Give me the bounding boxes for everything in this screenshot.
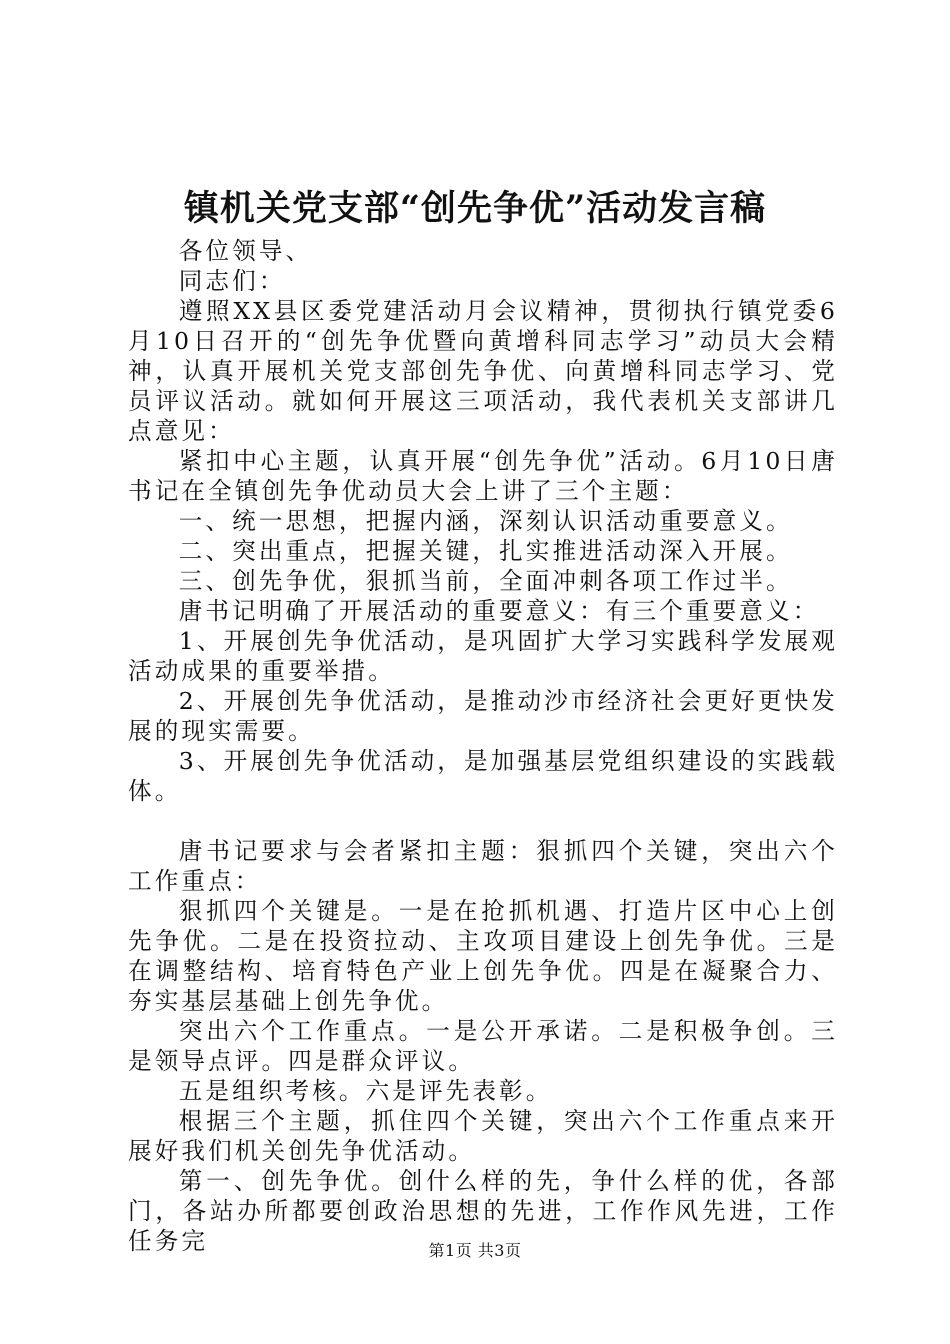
requirements-paragraph: 唐书记要求与会者紧扣主题：狠抓四个关键，突出六个工作重点： (128, 837, 838, 895)
significance-item-1: 1、开展创先争优活动，是巩固扩大学习实践科学发展观活动成果的重要举措。 (128, 627, 838, 685)
six-priorities-paragraph: 突出六个工作重点。一是公开承诺。二是积极争创。三是领导点评。四是群众评议。 (128, 1017, 838, 1075)
theme-item-3: 三、创先争优，狠抓当前，全面冲刺各项工作过半。 (178, 567, 793, 595)
document-title: 镇机关党支部“创先争优”活动发言稿 (183, 188, 767, 229)
first-point-paragraph: 第一、创先争优。创什么样的先，争什么样的优，各部门，各站办所都要创政治思想的先进，工作作风先进，工作任务完 (128, 1167, 838, 1255)
significance-paragraph: 唐书记明确了开展活动的重要意义：有三个重要意义： (178, 597, 820, 625)
four-keys-paragraph: 狠抓四个关键是。一是在抢抓机遇、打造片区中心上创先争优。二是在投资拉动、主攻项目建设上创先争优。三是在调整结构、培育特色产业上创先争优。四是在凝聚合力、夯实基层基础上创先争优。 (128, 897, 838, 1015)
theme-item-1: 一、统一思想，把握内涵，深刻认识活动重要意义。 (178, 507, 793, 535)
six-priorities-continued: 五是组织考核。六是评先表彰。 (178, 1077, 553, 1105)
salutation-leaders: 各位领导、 (178, 237, 313, 265)
significance-item-3: 3、开展创先争优活动，是加强基层党组织建设的实践载体。 (128, 747, 838, 805)
summary-paragraph: 根据三个主题，抓住四个关键，突出六个工作重点来开展好我们机关创先争优活动。 (128, 1107, 838, 1165)
page-number-footer: 第1页 共3页 (428, 1241, 522, 1260)
document-body (128, 236, 838, 1256)
intro-paragraph: 遵照XX县区委党建活动月会议精神，贯彻执行镇党委6月10日召开的“创先争优暨向黄增科同志学习”动员大会精神，认真开展机关党支部创先争优、向黄增科同志学习、党员评议活动。就如何开展这三项活动，我代表机关支部讲几点意见： (128, 297, 838, 445)
theme-item-2: 二、突出重点，把握关键，扎实推进活动深入开展。 (178, 537, 793, 565)
salutation-comrades: 同志们： (178, 267, 286, 295)
significance-item-2: 2、开展创先争优活动，是推动沙市经济社会更好更快发展的现实需要。 (128, 687, 838, 745)
theme-paragraph: 紧扣中心主题，认真开展“创先争优”活动。6月10日唐书记在全镇创先争优动员大会上讲了三个主题： (128, 447, 838, 505)
